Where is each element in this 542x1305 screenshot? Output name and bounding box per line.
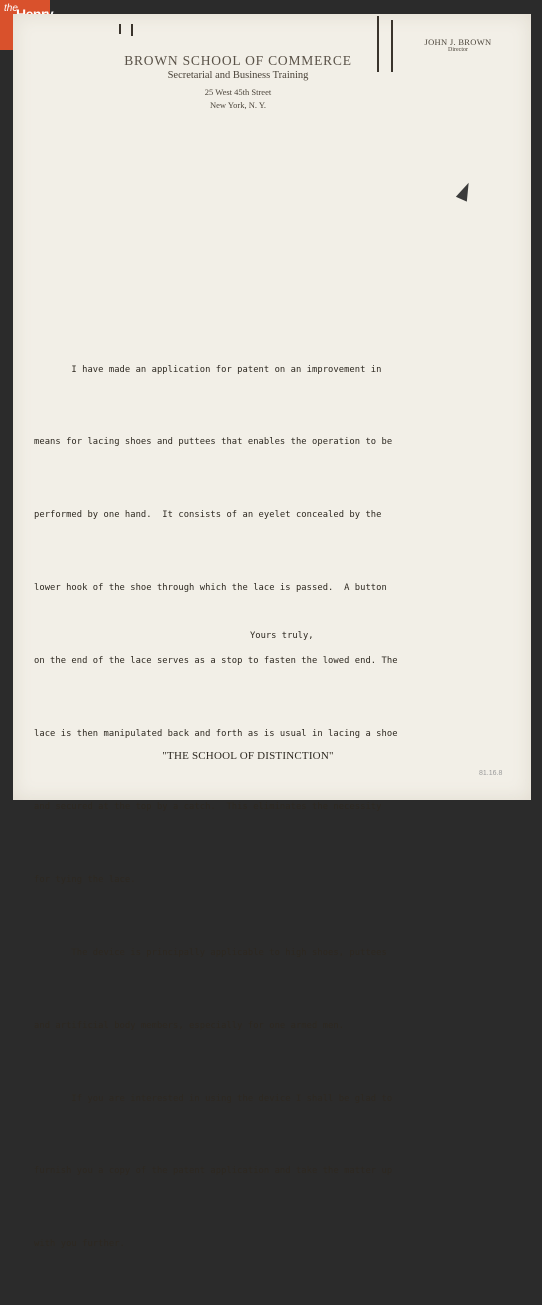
archive-reference-number: 81.16.8 (479, 770, 503, 777)
letterhead-address-city: New York, N. Y. (210, 100, 266, 110)
body-line: lower hook of the shoe through which the lace is passed. A button (34, 583, 387, 594)
staple-mark (131, 24, 133, 36)
body-line: and secured at the top by a catch. This eliminates the necessity (34, 801, 382, 812)
director-title: Director (448, 47, 468, 53)
body-line: The device is principally applicable to high shoes, puttees (34, 947, 387, 958)
letter-body (34, 309, 494, 1305)
fold-mark (391, 20, 393, 72)
fold-mark (377, 16, 379, 72)
staple-mark (119, 24, 121, 34)
body-line: I have made an application for patent on an improvement in (34, 364, 382, 375)
body-line: with you further. (34, 1239, 125, 1250)
letterhead-subtitle: Secretarial and Business Training (167, 70, 309, 81)
body-line: for tying the lace. (34, 874, 136, 885)
letterhead-address-street: 25 West 45th Street (204, 87, 272, 97)
school-motto: "THE SCHOOL OF DISTINCTION" (162, 750, 334, 762)
body-line: means for lacing shoes and puttees that enables the operation to be (34, 437, 393, 448)
letter-closing: Yours truly, (250, 631, 314, 641)
body-line: If you are interested in using the device I shall be glad to (34, 1093, 393, 1104)
body-line: furnish you a copy of the patent application and take the matter up (34, 1166, 393, 1177)
body-line: and artificial body members, especially for one armed men. (34, 1020, 345, 1031)
ink-mark (456, 180, 474, 201)
director-name: JOHN J. BROWN (424, 37, 492, 47)
body-line: performed by one hand. It consists of an eyelet concealed by the (34, 510, 382, 521)
body-line: on the end of the lace serves as a stop to fasten the lowed end. The (34, 656, 398, 667)
letter-page (13, 14, 531, 1250)
letterhead-school-name: BROWN SCHOOL OF COMMERCE (124, 53, 352, 68)
body-line: lace is then manipulated back and forth as is usual in lacing a shoe (34, 729, 398, 740)
logo-the: the (4, 3, 18, 14)
